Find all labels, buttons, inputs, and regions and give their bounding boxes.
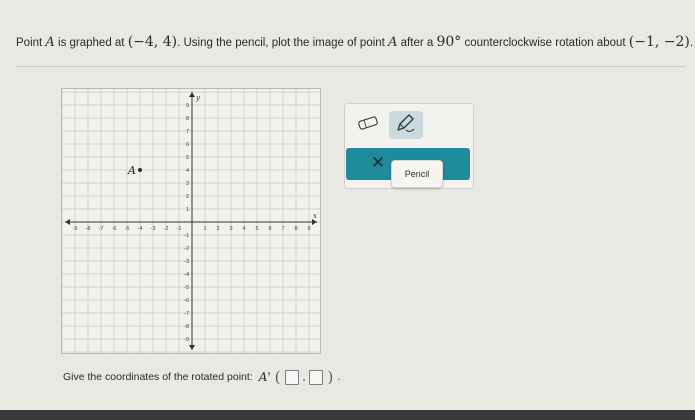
x-tick-label: -9 [72, 226, 78, 232]
y-tick-label: -3 [184, 259, 189, 265]
x-tick-label: -1 [176, 226, 182, 232]
question-part3: . Using the pencil, plot the image of point [177, 37, 385, 49]
y-tick-label: -5 [184, 285, 189, 291]
x-tick-label: -5 [124, 226, 130, 232]
y-tick-label: 3 [185, 181, 189, 187]
question-end: . [689, 37, 694, 49]
grid-canvas[interactable] [62, 89, 320, 353]
x-tick-label: -7 [98, 226, 104, 232]
answer-prompt: Give the coordinates of the rotated point: [63, 371, 253, 383]
coordinate-grid[interactable] [61, 88, 321, 354]
x-tick-label: 8 [294, 226, 298, 232]
axis-arrow [65, 219, 70, 225]
x-tick-label: 9 [307, 226, 311, 232]
point-a [138, 168, 142, 172]
x-tick-label: -3 [150, 226, 156, 232]
rotation-center: (−1, −2) [628, 34, 690, 50]
close-paren: ) [327, 368, 334, 386]
y-tick-label: 1 [185, 207, 189, 213]
y-tick-label: -1 [184, 233, 189, 239]
answer-period: . [337, 371, 341, 383]
open-paren: ( [274, 368, 281, 386]
axis-arrow [189, 345, 195, 350]
divider [16, 66, 686, 67]
y-tick-label: 6 [185, 142, 189, 148]
y-tick-label: 2 [185, 194, 189, 200]
point-name-2: A [388, 35, 398, 50]
eraser-button[interactable] [351, 111, 385, 139]
axis-arrow [189, 92, 195, 97]
y-tick-label: 9 [185, 103, 189, 109]
y-tick-label: -4 [184, 272, 189, 278]
x-tick-label: 2 [216, 226, 220, 232]
point-coords: (−4, 4) [127, 34, 178, 50]
tool-panel [344, 103, 474, 189]
x-tick-label: -4 [137, 226, 143, 232]
x-tick-label: 7 [281, 226, 285, 232]
question-part5: counterclockwise rotation about [464, 37, 626, 49]
x-tick-label: -6 [111, 226, 117, 232]
point-a-label: A [128, 164, 136, 177]
x-tick-label: 3 [229, 226, 233, 232]
x-tick-label: 1 [203, 226, 207, 232]
x-tick-label: -8 [85, 226, 91, 232]
pencil-tooltip: Pencil [391, 160, 443, 188]
x-tick-label: -2 [163, 226, 169, 232]
x-tick-label: 4 [242, 226, 246, 232]
question-text [16, 34, 694, 51]
point-name: A [45, 35, 55, 50]
question-part1: Point [16, 37, 43, 49]
x-tick-label: 6 [268, 226, 272, 232]
question-part2: is graphed at [58, 37, 125, 49]
y-tick-label: -6 [184, 298, 189, 304]
pencil-button[interactable] [389, 111, 423, 139]
question-part4: after a [400, 37, 434, 49]
x-coordinate-input[interactable] [285, 370, 299, 385]
y-axis-label: y [196, 94, 200, 102]
y-tick-label: -8 [184, 324, 189, 330]
rotated-point-label: A' [258, 370, 271, 384]
comma: , [302, 371, 306, 383]
x-axis-label: x [313, 212, 317, 220]
y-tick-label: 8 [185, 116, 189, 122]
y-tick-label: -9 [184, 337, 189, 343]
y-tick-label: 7 [185, 129, 189, 135]
y-tick-label: 4 [185, 168, 189, 174]
y-tick-label: 5 [185, 155, 189, 161]
rotation-angle: 90° [436, 34, 462, 50]
answer-line [63, 368, 340, 386]
bottom-strip [0, 410, 695, 420]
y-coordinate-input[interactable] [309, 370, 323, 385]
eraser-icon [357, 116, 379, 135]
y-tick-label: -2 [184, 246, 189, 252]
close-button[interactable]: ✕ [370, 153, 386, 172]
pencil-icon [395, 113, 417, 138]
x-tick-label: 5 [255, 226, 259, 232]
y-tick-label: -7 [184, 311, 189, 317]
